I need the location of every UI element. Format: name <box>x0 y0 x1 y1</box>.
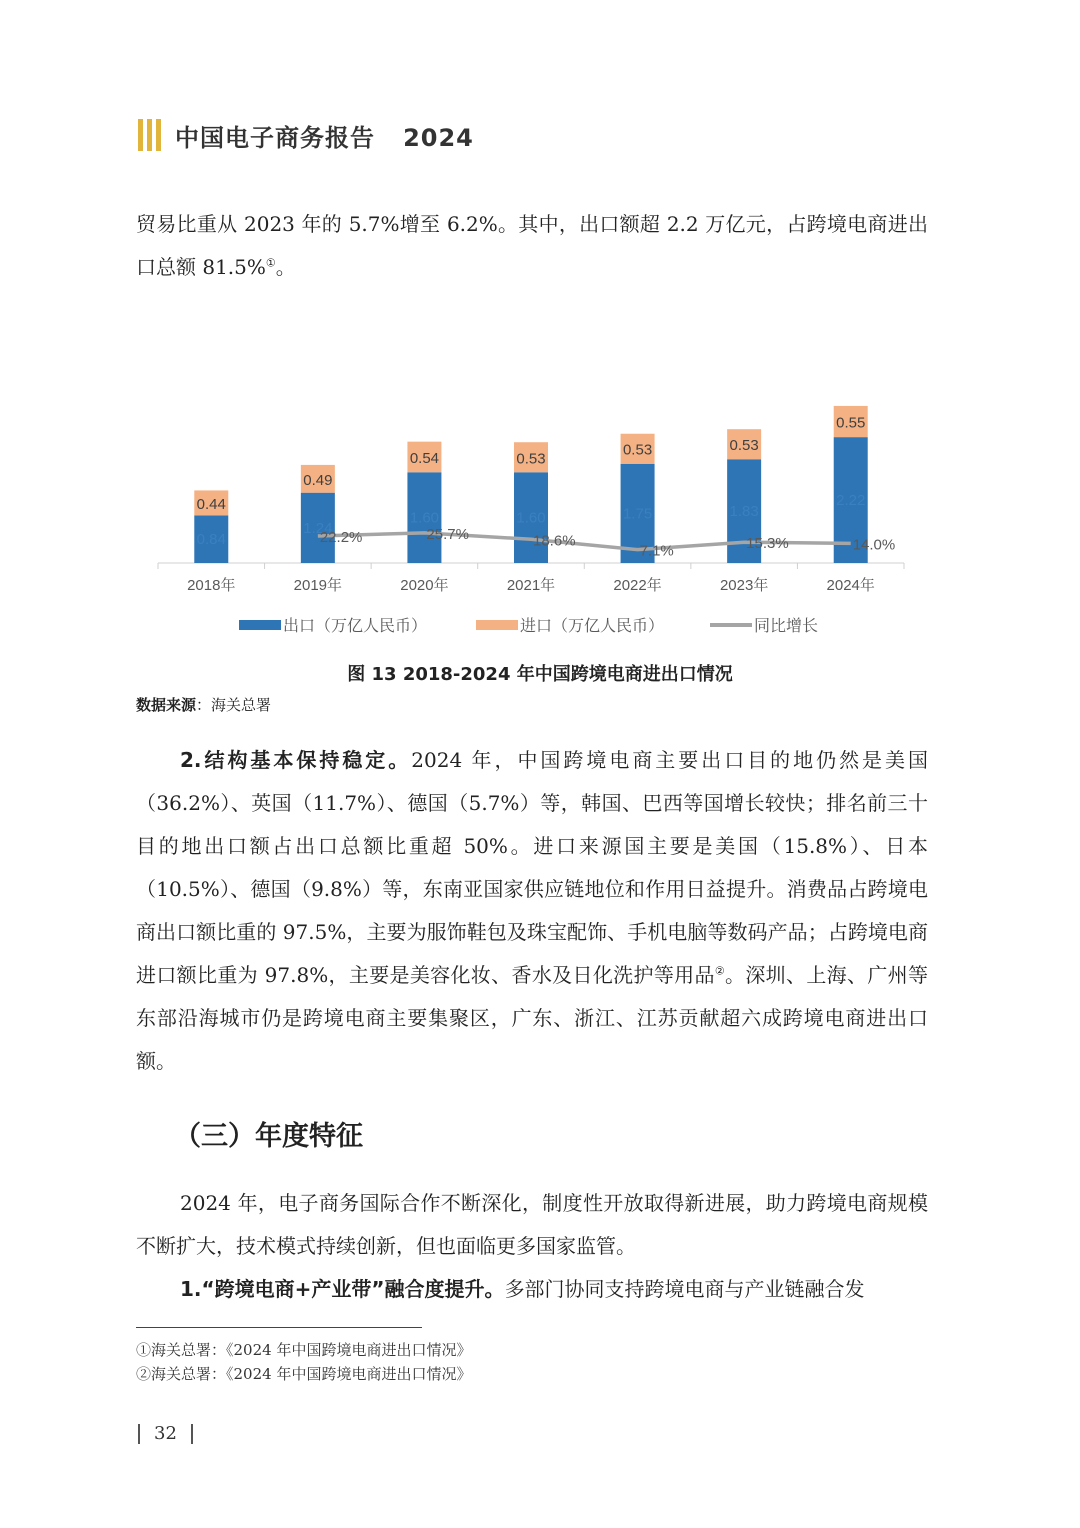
export-value-label: 0.84 <box>196 531 226 549</box>
x-tick-label: 2018年 <box>187 577 236 594</box>
legend-swatch <box>476 620 518 630</box>
x-tick-label: 2021年 <box>506 577 556 594</box>
export-value-label: 1.60 <box>516 509 546 527</box>
import-value-label: 0.53 <box>516 450 546 468</box>
legend-label: 同比增长 <box>754 618 819 635</box>
import-value-label: 0.49 <box>303 471 333 489</box>
x-tick-label: 2019年 <box>293 577 343 594</box>
footnote-divider <box>136 1327 422 1328</box>
growth-value-label: 25.7% <box>426 525 469 543</box>
trade-chart <box>136 318 926 653</box>
structure-paragraph: 2.结构基本保持稳定。2024 年，中国跨境电商主要出口目的地仍然是美国（36.2%）、英国（11.7%）、德国（5.7%）等，韩国、巴西等国增长较快；排名前三十目的地出口额占出口总额比重超 50%。进口来源国主要是美国（15.8%）、日本（10.5%）、德国（9.8%）等，东南亚国家供应链地位和作用日益提升。消费品占跨境电商出口额比重的 97.5%，主要为服饰鞋包及珠宝配饰、手机电脑等数码产品；占跨境电商进口额比重为 97.8%，主要是美容化妆、香水及日化洗护等用品②。深圳、上海、广州等东部沿海城市仍是跨境电商主要集聚区，广东、浙江、江苏贡献超六成跨境电商进出口额。 <box>136 748 929 1073</box>
import-value-label: 0.53 <box>729 437 759 455</box>
figure-caption: 图 13 2018-2024 年中国跨境电商进出口情况 <box>347 664 733 685</box>
footnote-1: ①海关总署：《2024 年中国跨境电商进出口情况》 <box>136 1341 472 1359</box>
section-intro: 2024 年，电子商务国际合作不断深化，制度性开放取得新进展，助力跨境电商规模不断扩大，技术模式持续创新，但也面临更多国家监管。 <box>136 1191 928 1258</box>
growth-value-label: 14.0% <box>852 536 896 554</box>
export-value-label: 1.24 <box>303 519 333 537</box>
x-tick-label: 2023年 <box>719 577 769 594</box>
growth-value-label: 15.3% <box>746 535 789 553</box>
footnote-ref-2[interactable]: ② <box>714 964 726 978</box>
section-title: （三）年度特征 <box>174 1121 363 1152</box>
export-value-label: 2.22 <box>836 492 866 510</box>
import-value-label: 0.53 <box>622 441 653 459</box>
data-source: 数据来源：海关总署 <box>136 696 272 714</box>
growth-value-label: 18.6% <box>533 532 576 550</box>
report-title: 中国电子商务报告 2024 <box>175 123 474 152</box>
x-tick-label: 2020年 <box>400 577 449 594</box>
legend-label: 进口（万亿人民币） <box>520 618 665 635</box>
x-tick-label: 2022年 <box>613 577 662 594</box>
export-value-label: 1.75 <box>622 505 653 523</box>
footnote-2: ②海关总署：《2024 年中国跨境电商进出口情况》 <box>136 1365 472 1383</box>
growth-value-label: 22.2% <box>319 529 363 547</box>
report-header <box>138 118 474 152</box>
import-value-label: 0.54 <box>409 449 440 467</box>
x-tick-label: 2024年 <box>826 577 875 594</box>
legend-label: 出口（万亿人民币） <box>283 618 428 635</box>
legend-swatch <box>239 620 281 630</box>
section-item-1: 1.“跨境电商+产业带”融合度提升。多部门协同支持跨境电商与产业链融合发 <box>180 1277 865 1301</box>
import-value-label: 0.44 <box>196 495 226 513</box>
header-bars-decoration <box>138 119 161 151</box>
intro-paragraph: 贸易比重从 2023 年的 5.7%增至 6.2%。其中，出口额超 2.2 万亿元，占跨境电商进出口总额 81.5%①。 <box>136 212 928 279</box>
page-number: 32 <box>138 1423 193 1444</box>
footnote-ref-1[interactable]: ① <box>265 256 276 270</box>
growth-value-label: 7.1% <box>639 542 674 560</box>
structure-lead: 2.结构基本保持稳定。 <box>180 748 412 772</box>
export-value-label: 1.60 <box>409 509 440 527</box>
export-value-label: 1.83 <box>729 503 759 521</box>
import-value-label: 0.55 <box>836 414 866 432</box>
